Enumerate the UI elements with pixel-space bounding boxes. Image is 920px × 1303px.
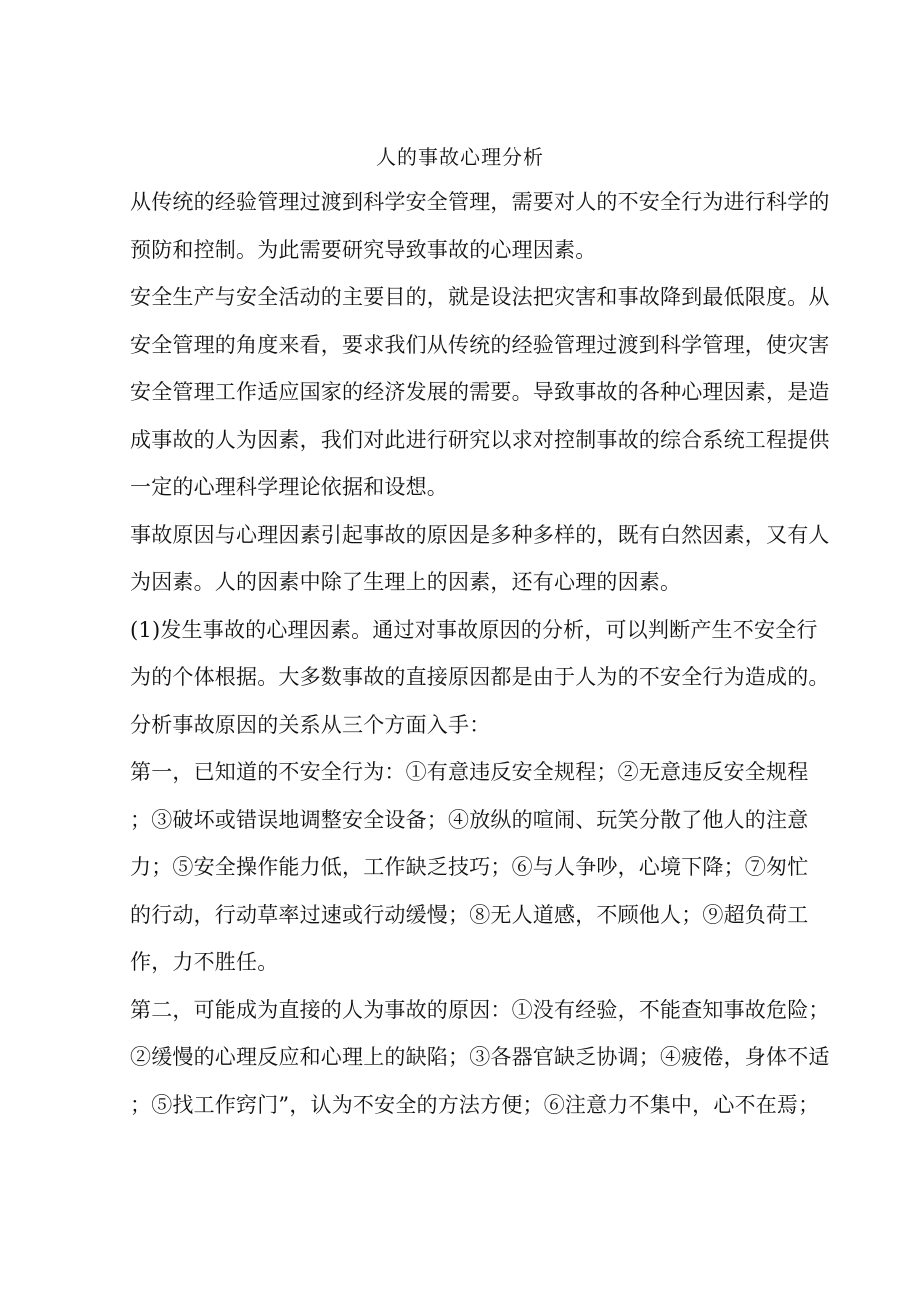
text-line: 为因素。人的因素中除了生理上的因素，还有心理的因素。 bbox=[130, 570, 682, 594]
text-line: 安全生产与安全活动的主要目的，就是设法把灾害和事故降到最低限度。从 bbox=[130, 285, 830, 309]
text-line: (1)发生事故的心理因素。通过对事故原因的分析，可以判断产生不安全行 bbox=[130, 617, 818, 642]
text-line: 安全管理工作适应国家的经济发展的需要。导致事故的各种心理因素，是造 bbox=[130, 380, 830, 404]
document-title: 人的事故心理分析 bbox=[376, 145, 544, 169]
text-line: 成事故的人为因素，我们对此进行研究以求对控制事故的综合系统工程提供 bbox=[130, 427, 830, 452]
text-line: 预防和控制。为此需要研究导致事故的心理因素。 bbox=[130, 237, 597, 262]
document-body bbox=[130, 184, 830, 1134]
text-line: 分析事故原因的关系从三个方面入手： bbox=[130, 712, 491, 737]
text-line: 为的个体根据。大多数事故的直接原因都是由于人为的不安全行为造成的。 bbox=[130, 665, 830, 689]
text-line: 事故原因与心理因素引起事故的原因是多种多样的，既有白然因素，又有人 bbox=[130, 522, 830, 547]
text-line: 第二，可能成为直接的人为事故的原因：①没有经验，不能查知事故危险； bbox=[130, 997, 830, 1022]
text-line: 从传统的经验管理过渡到科学安全管理，需要对人的不安全行为进行科学的 bbox=[130, 190, 830, 214]
text-line: ；⑤找工作窍门”，认为不安全的方法方便；⑥注意力不集中，心不在焉； bbox=[130, 1092, 820, 1117]
text-line: 力；⑤安全操作能力低，工作缺乏技巧；⑥与人争吵，心境下降；⑦匆忙 bbox=[130, 855, 809, 879]
text-line: 第一，已知道的不安全行为：①有意违反安全规程；②无意违反安全规程 bbox=[130, 760, 809, 784]
text-line: ；③破坏或错误地调整安全设备；④放纵的喧闹、玩笑分散了他人的注意 bbox=[130, 807, 809, 832]
text-line: 一定的心理科学理论依据和设想。 bbox=[130, 475, 448, 499]
text-line: 作，力不胜任。 bbox=[130, 950, 279, 974]
text-line: 安全管理的角度来看，要求我们从传统的经验管理过渡到科学管理，使灾害 bbox=[130, 332, 830, 357]
text-line: ②缓慢的心理反应和心理上的缺陷；③各器官缺乏协调；④疲倦，身体不适 bbox=[130, 1045, 830, 1069]
text-line: 的行动，行动草率过速或行动缓慢；⑧无人道感，不顾他人；⑨超负荷工 bbox=[130, 902, 809, 927]
